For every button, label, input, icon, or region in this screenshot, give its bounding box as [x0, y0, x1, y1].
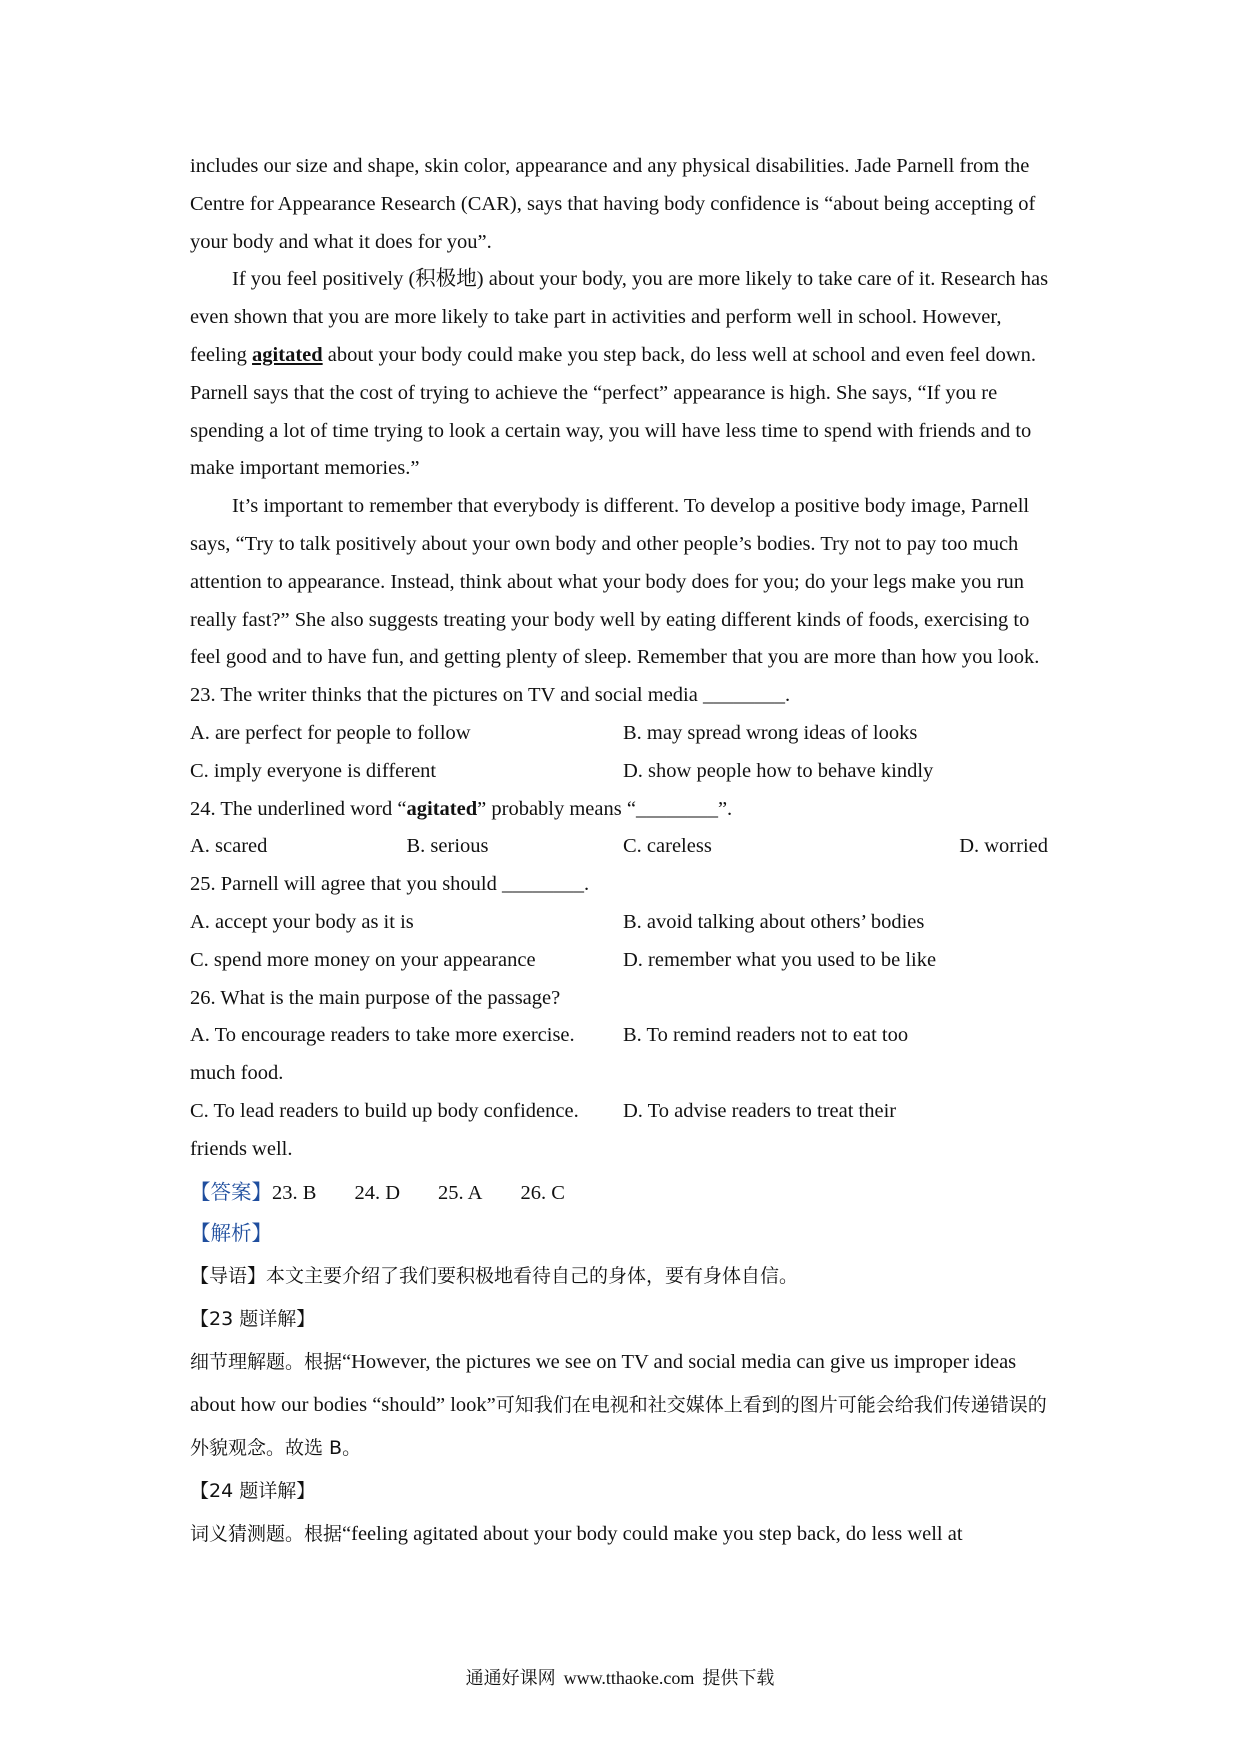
question-24-option-d: D. worried: [959, 835, 1048, 858]
question-25-stem: 25. Parnell will agree that you should ________.: [190, 873, 590, 896]
question-24-option-a: A. scared: [190, 835, 268, 858]
passage-paragraph-3: It’s important to remember that everybody is different. To develop a positive body image, Parnell says, “Try to talk positively about your own body and other people’s bodies. Try not to pay too much attention to appearance. Instead, think about what your body does for you; do your legs make you run really fast?” She also suggests treating your body well by eating different kinds of foods, exercising to feel good and to have fun, and getting plenty of sleep. Remember that you are more than how you look.: [190, 495, 1040, 669]
analysis-24-text-cn-start: 词义猜测题。根据: [190, 1522, 343, 1545]
question-23-option-d: D. show people how to behave kindly: [623, 759, 934, 782]
question-24-option-b: B. serious: [406, 835, 489, 858]
question-25-option-b: B. avoid talking about others’ bodies: [623, 910, 925, 933]
answer-line: [190, 1173, 1056, 1213]
question-25-option-d: D. remember what you used to be like: [623, 948, 937, 971]
question-24-options: [190, 828, 1056, 866]
question-26-option-d-continued: friends well.: [190, 1137, 293, 1160]
question-24-stem: [190, 791, 1056, 829]
paragraph-2-text-end: about your body could make you step back, do less well at school and even feel down. Parnell says that the cost of trying to achieve the “perfect” appearance is high. She says, “If you re spending a lot of time trying to look a certain way, you will have less time to spend with friends and to make important memories.”: [190, 343, 1036, 480]
analysis-24-heading: 【24 题详解】: [190, 1479, 316, 1502]
question-26-spacer: [623, 1055, 1056, 1093]
question-24-stem-end: ” probably means “________”.: [477, 797, 733, 820]
question-26-option-b: B. To remind readers not to eat too: [623, 1024, 909, 1047]
analysis-23-text-cn-start: 细节理解题。根据: [190, 1350, 343, 1373]
question-23-option-a: A. are perfect for people to follow: [190, 721, 471, 744]
analysis-24-text-quote: “feeling agitated about your body could make you step back, do less well at: [342, 1522, 963, 1545]
question-26-option-d: D. To advise readers to treat their: [623, 1099, 897, 1122]
question-23-options: [190, 715, 1056, 791]
answer-23: 23. B: [272, 1181, 317, 1204]
question-24-stem-start: 24. The underlined word “: [190, 797, 407, 820]
question-26-option-b-continued: much food.: [190, 1062, 284, 1085]
underlined-word-agitated: agitated: [252, 343, 323, 366]
footer-site-name: 通通好课网: [465, 1668, 556, 1689]
question-24-option-c: C. careless: [623, 835, 712, 858]
answer-25: 25. A: [438, 1181, 483, 1204]
question-26-option-a: A. To encourage readers to take more exercise.: [190, 1024, 575, 1047]
question-23-option-c: C. imply everyone is different: [190, 759, 437, 782]
question-24-stem-word: agitated: [406, 797, 478, 820]
question-26-options: [190, 1017, 1056, 1168]
analysis-label: 【解析】: [190, 1222, 272, 1245]
answer-26: 26. C: [520, 1181, 565, 1204]
footer-download-text: 提供下载: [702, 1668, 775, 1689]
footer-url-link[interactable]: www.tthaoke.com: [563, 1668, 695, 1688]
paragraph-2-text-start: If you feel positively (积极地) about your body, you are more likely to take care of it. Research has even shown that you are more likely to take part in activities and perform well in school. However, feeling: [190, 268, 1049, 366]
page-footer: [0, 1664, 1240, 1690]
question-25-option-a: A. accept your body as it is: [190, 910, 414, 933]
document-page: [190, 148, 1056, 1556]
analysis-24-text: [190, 1513, 1056, 1556]
question-23-stem: 23. The writer thinks that the pictures on TV and social media ________.: [190, 684, 791, 707]
question-26-option-c: C. To lead readers to build up body confidence.: [190, 1099, 579, 1122]
passage-paragraph-1: includes our size and shape, skin color, appearance and any physical disabilities. Jade Parnell from the Centre for Appearance Research (CAR), says that having body confidence is “about being accepting of your body and what it does for you”.: [190, 155, 1036, 253]
analysis-guide: 【导语】本文主要介绍了我们要积极地看待自己的身体，要有身体自信。: [190, 1264, 799, 1287]
question-23-option-b: B. may spread wrong ideas of looks: [623, 721, 918, 744]
question-25-option-c: C. spend more money on your appearance: [190, 948, 536, 971]
analysis-23-text: [190, 1341, 1056, 1470]
answer-label: 【答案】: [190, 1181, 272, 1204]
passage-paragraph-2: [190, 261, 1056, 488]
analysis-23-heading: 【23 题详解】: [190, 1307, 316, 1330]
answer-24: 24. D: [354, 1181, 400, 1204]
question-26-stem: 26. What is the main purpose of the passage?: [190, 986, 561, 1009]
analysis-23-text-quote: “However, the pictures we see on TV and social media can give us improper ideas about how our bodies “should” look”: [190, 1350, 1017, 1416]
question-25-options: [190, 904, 1056, 980]
analysis-23-text-cn-end: 可知我们在电视和社交媒体上看到的图片可能会给我们传递错误的外貌观念。故选 B。: [190, 1393, 1047, 1459]
